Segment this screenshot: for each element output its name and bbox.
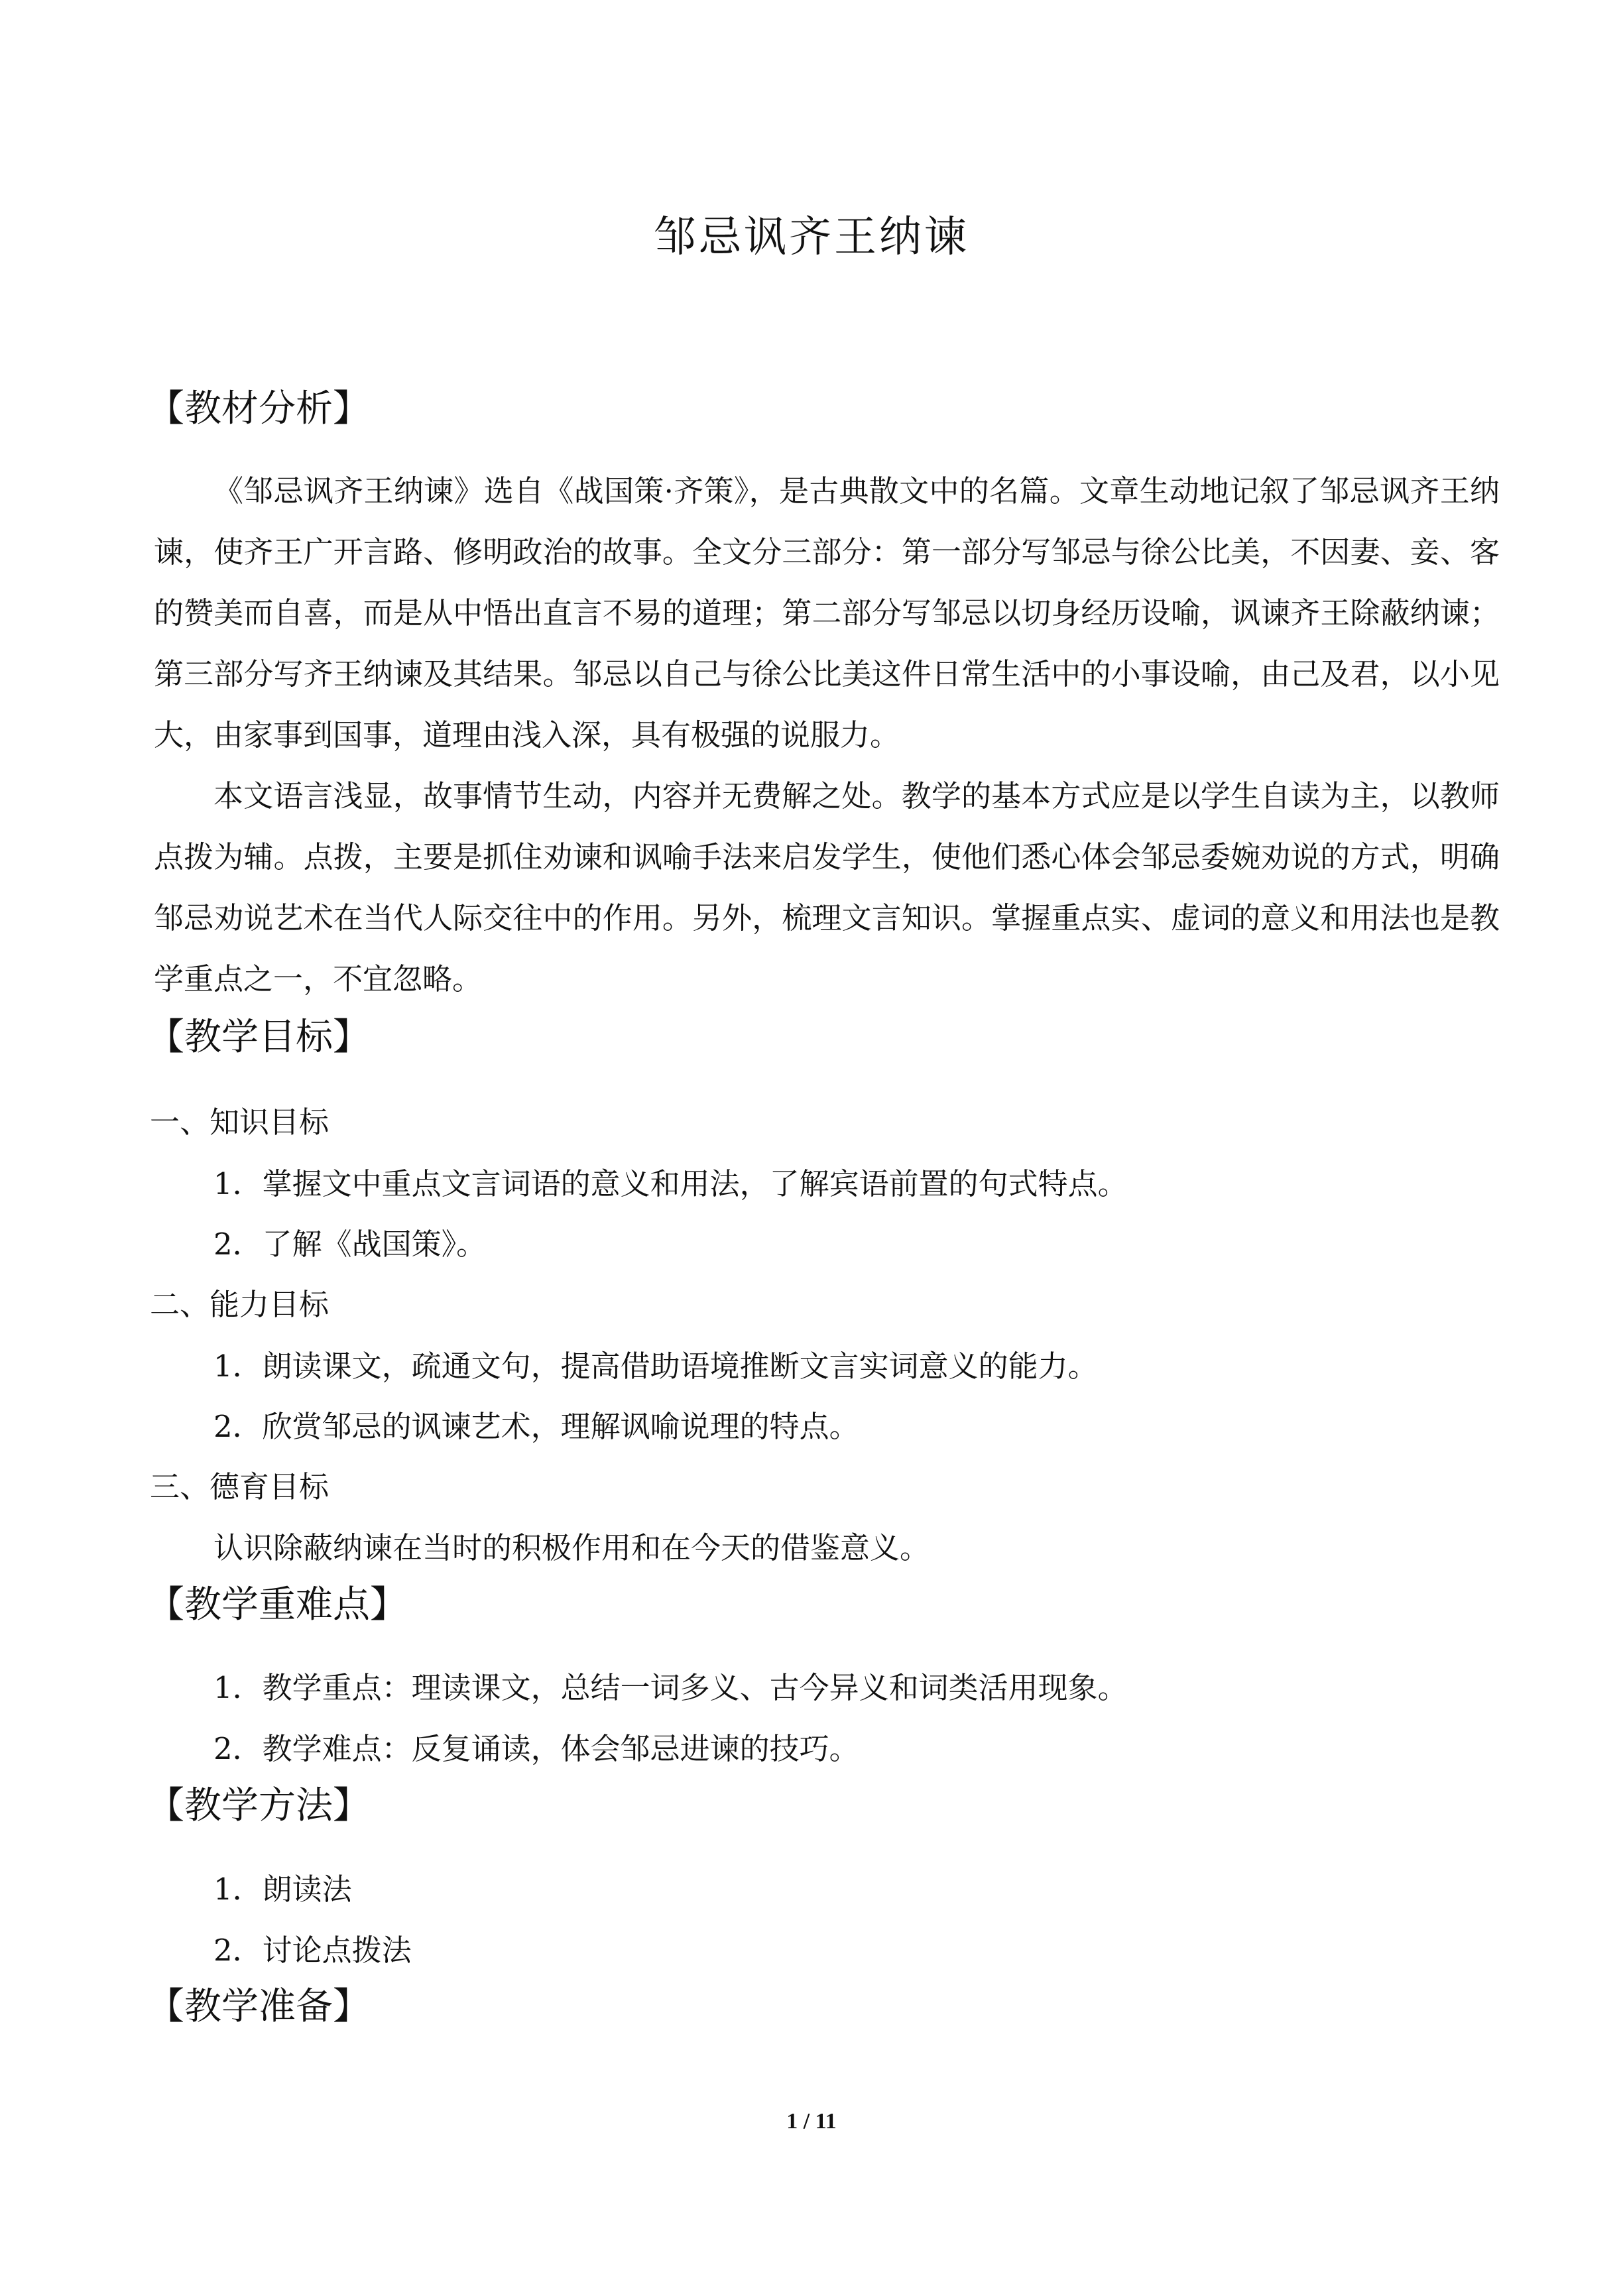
section-heading-methods: 【教学方法】 xyxy=(147,1784,370,1827)
methods-item-2: 2．讨论点拨法 xyxy=(213,1933,412,1968)
analysis-paragraph-1: 《邹忌讽齐王纳谏》选自《战国策·齐策》，是古典散文中的名篇。文章生动地记叙了邹忌讽齐王纳谏，使齐王广开言路、修明政治的故事。全文分三部分：第一部分写邹忌与徐公比美，不因妻、妾、客的赞美而自喜，而是从中悟出直言不易的道理；第二部分写邹忌以切身经历设喻，讽谏齐王除蔽纳谏；第三部分写齐王纳谏及其结果。邹忌以自己与徐公比美这件日常生活中的小事设喻，由己及君，以小见大，由家事到国事，道理由浅入深，具有极强的说服力。 xyxy=(154,473,1500,753)
goals-knowledge-label: 一、知识目标 xyxy=(150,1105,330,1140)
page-number: 1 / 11 xyxy=(786,2109,837,2134)
key-points-item-2: 2．教学难点：反复诵读，体会邹忌进谏的技巧。 xyxy=(213,1731,859,1766)
key-points-item-1: 1．教学重点：理读课文，总结一词多义、古今异义和词类活用现象。 xyxy=(213,1670,1128,1705)
goals-ability-label: 二、能力目标 xyxy=(150,1287,330,1322)
goals-ability-item-2: 2．欣赏邹忌的讽谏艺术，理解讽喻说理的特点。 xyxy=(213,1409,859,1444)
analysis-paragraph-2: 本文语言浅显，故事情节生动，内容并无费解之处。教学的基本方式应是以学生自读为主，以教师点拨为辅。点拨，主要是抓住劝谏和讽喻手法来启发学生，使他们悉心体会邹忌委婉劝说的方式，明确邹忌劝说艺术在当代人际交往中的作用。另外，梳理文言知识。掌握重点实、虚词的意义和用法也是教学重点之一，不宜忽略。 xyxy=(154,778,1500,997)
section-heading-preparation: 【教学准备】 xyxy=(147,1985,370,2028)
section-heading-goals: 【教学目标】 xyxy=(147,1016,370,1059)
document-title: 邹忌讽齐王纳谏 xyxy=(654,213,969,262)
goals-moral-label: 三、德育目标 xyxy=(150,1469,330,1504)
goals-knowledge-item-1: 1．掌握文中重点文言词语的意义和用法，了解宾语前置的句式特点。 xyxy=(213,1166,1128,1201)
methods-item-1: 1．朗读法 xyxy=(213,1872,352,1907)
goals-moral-item-1: 认识除蔽纳谏在当时的积极作用和在今天的借鉴意义。 xyxy=(213,1530,930,1565)
section-heading-analysis: 【教材分析】 xyxy=(147,387,370,430)
goals-ability-item-1: 1．朗读课文，疏通文句，提高借助语境推断文言实词意义的能力。 xyxy=(213,1349,1098,1384)
section-heading-key-points: 【教学重难点】 xyxy=(147,1583,407,1626)
goals-knowledge-item-2: 2．了解《战国策》。 xyxy=(213,1227,487,1262)
